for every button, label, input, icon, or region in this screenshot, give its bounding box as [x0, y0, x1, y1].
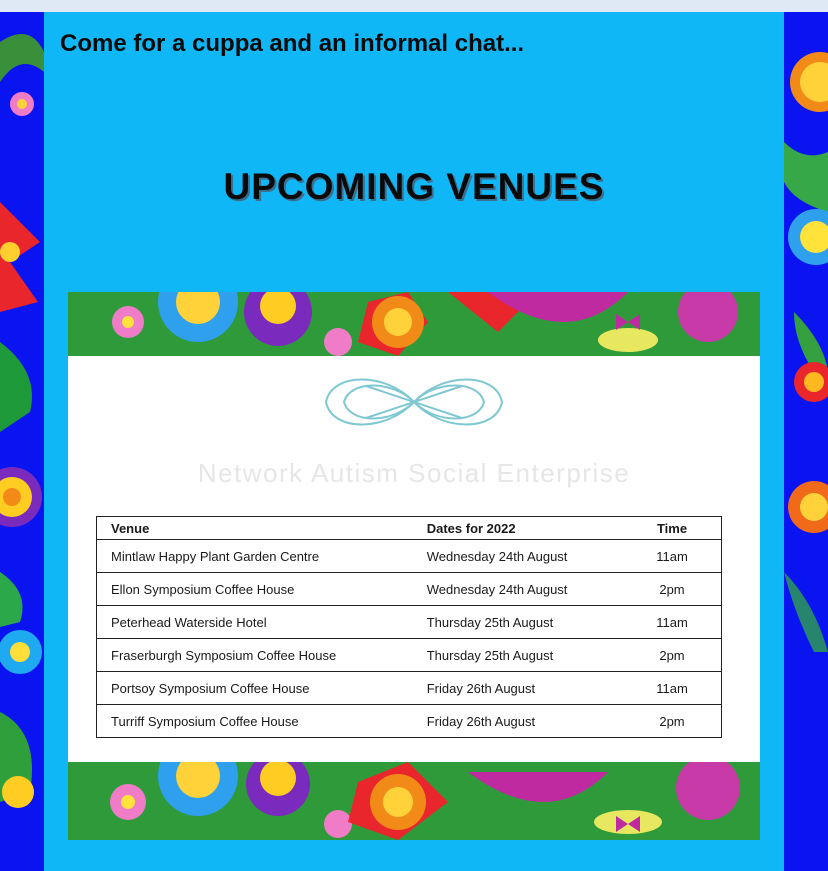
column-header-venue: Venue: [97, 517, 413, 540]
venue-cell: Mintlaw Happy Plant Garden Centre: [97, 540, 413, 573]
date-cell: Thursday 25th August: [413, 639, 623, 672]
content-panel: [44, 12, 784, 871]
tagline: Come for a cuppa and an informal chat...: [60, 30, 525, 57]
table-row: [97, 606, 722, 639]
table-row: [97, 639, 722, 672]
venue-cell: Turriff Symposium Coffee House: [97, 705, 413, 738]
flower-banner-top: [68, 292, 760, 356]
top-strip: [0, 0, 828, 12]
venue-cell: Peterhead Waterside Hotel: [97, 606, 413, 639]
column-header-time: Time: [623, 517, 722, 540]
time-cell: 11am: [623, 540, 722, 573]
date-cell: Thursday 25th August: [413, 606, 623, 639]
flower-banner-icon: [68, 292, 760, 356]
table-row: [97, 540, 722, 573]
venues-table: [96, 516, 722, 738]
time-cell: 11am: [623, 606, 722, 639]
flower-border-left-icon: [0, 12, 44, 871]
table-row: [97, 705, 722, 738]
organisation-name: Network Autism Social Enterprise: [197, 458, 631, 488]
left-flower-border: [0, 12, 44, 871]
date-cell: Wednesday 24th August: [413, 540, 623, 573]
column-header-dates: Dates for 2022: [413, 517, 623, 540]
flower-border-right-icon: [784, 12, 828, 871]
table-header-row: [97, 517, 722, 540]
table-row: [97, 573, 722, 606]
table-row: [97, 672, 722, 705]
venue-cell: Portsoy Symposium Coffee House: [97, 672, 413, 705]
date-cell: Friday 26th August: [413, 672, 623, 705]
venues-poster: [68, 292, 760, 840]
infinity-knot-icon: [296, 366, 532, 438]
flower-banner-bottom: [68, 762, 760, 840]
time-cell: 11am: [623, 672, 722, 705]
time-cell: 2pm: [623, 705, 722, 738]
time-cell: 2pm: [623, 639, 722, 672]
page-title: UPCOMING VENUES: [223, 166, 605, 207]
flower-banner-icon: [68, 762, 760, 840]
venue-cell: Fraserburgh Symposium Coffee House: [97, 639, 413, 672]
time-cell: 2pm: [623, 573, 722, 606]
date-cell: Wednesday 24th August: [413, 573, 623, 606]
right-flower-border: [784, 12, 828, 871]
venue-cell: Ellon Symposium Coffee House: [97, 573, 413, 606]
date-cell: Friday 26th August: [413, 705, 623, 738]
